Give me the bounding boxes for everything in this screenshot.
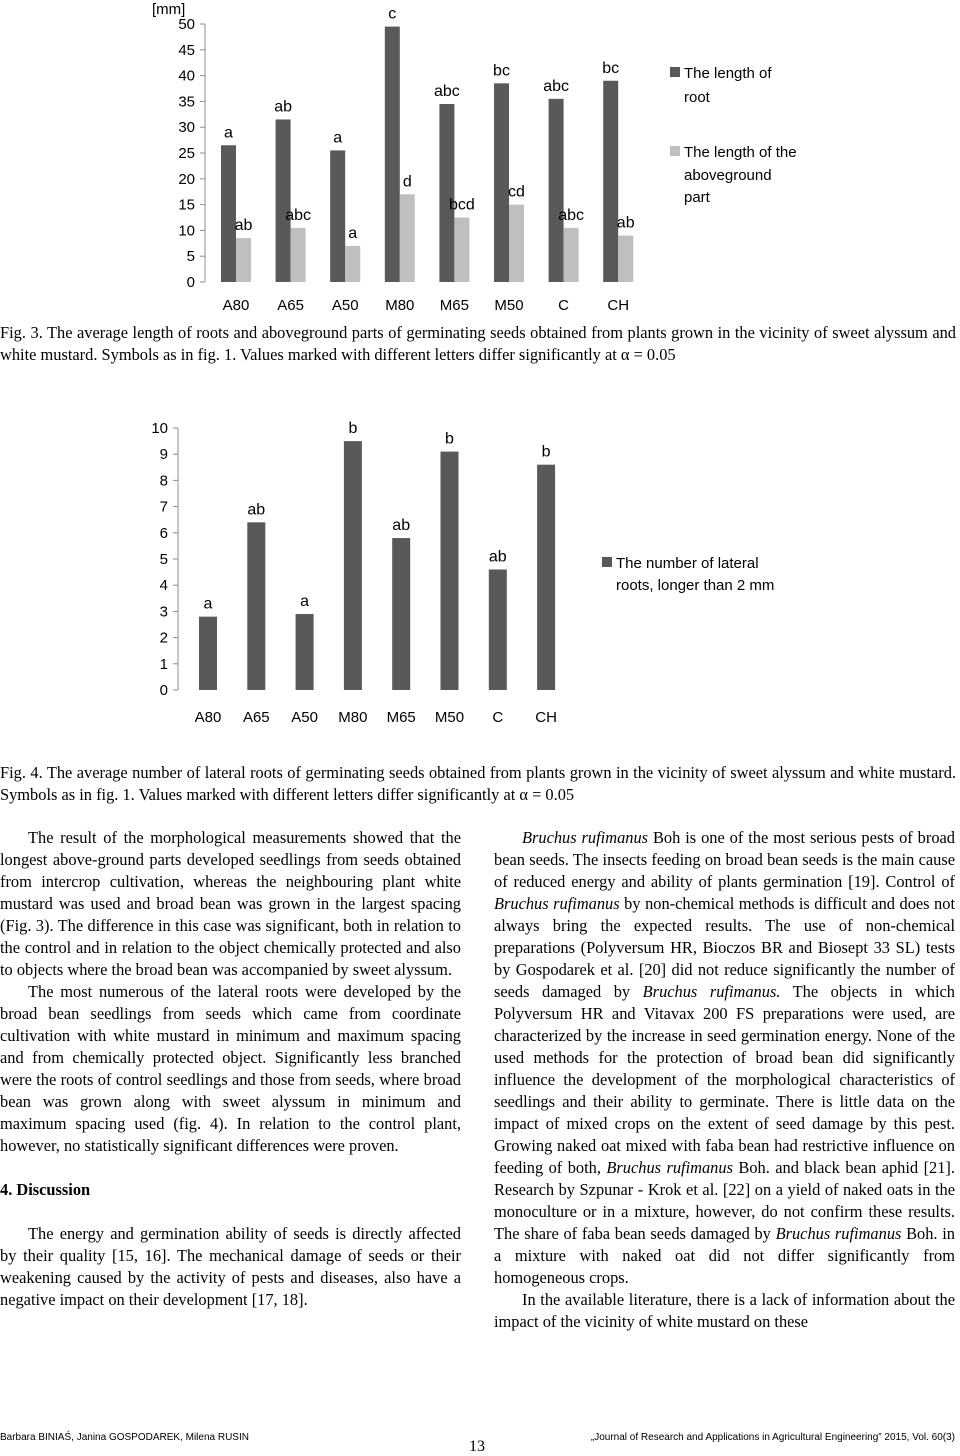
fig3-x-tick-label: C: [558, 297, 570, 314]
fig4-x-tick-label: M80: [338, 709, 368, 726]
fig3-y-tick-label: 30: [178, 119, 195, 137]
right-column: [494, 827, 955, 1333]
fig4-y-tick-label: 10: [151, 420, 168, 437]
fig3-y-tick-label: 10: [178, 222, 195, 240]
left-paragraph-1: The result of the morphological measurements showed that the longest above-ground parts developed seedlings from seeds obtained from intercrop cultivation, whereas the neighbouring plant white mustard was used and broad bean was grown in the largest spacing (Fig. 3). The difference in this case was significant, both in relation to the control and in relation to the object chemically protected and also to objects where the broad bean was accompanied by sweet alyssum.: [0, 828, 461, 979]
fig4-y-tick-label: 0: [159, 682, 168, 699]
fig3-bar: [400, 194, 415, 282]
fig4-x-tick-label: M50: [434, 709, 465, 726]
fig3-bar: [221, 145, 236, 282]
fig3-bar-label: bc: [602, 59, 620, 77]
fig4-x-tick-label: CH: [535, 709, 557, 726]
fig3-bar-label: a: [224, 124, 233, 142]
fig3-y-tick-label: 35: [178, 93, 195, 111]
fig4-x-tick-labels: [195, 709, 557, 726]
fig3-x-tick-label: A50: [331, 297, 359, 314]
fig3-bar-label: ab: [234, 217, 253, 235]
fig3-bar: [509, 205, 524, 282]
fig3-bar-label: c: [388, 5, 397, 23]
left-column: [0, 827, 461, 1311]
fig4-bar-label: ab: [488, 548, 507, 566]
fig4-bar: [392, 538, 410, 690]
right-paragraph-1: Bruchus rufimanus Boh is one of the most serious pests of broad bean seeds. The insects feeding on broad bean seeds is the main cause of reduced energy and ability of plants germination [19]. Control of Bruchus rufimanus by non-chemical methods is difficult and does not always bring the expected results. The use of non-chemical preparations (Polyversum HR, Bioczos BR and Biosept 33 SL) tests by Gospodarek et al. [20] did not reduce significantly the number of seeds damaged by Bruchus rufimanus. The objects in which Polyversum HR and Vitavax 200 FS preparations were used, are characterized by the increase in seed germination energy. None of the used methods for the protection of broad bean did significantly influence the development of the morphological characteristics of seedlings and their ability to germinate. There is little data on the impact of mixed crops on the extent of seed damage by this pest. Growing naked oat mixed with faba bean had restrictive influence on feeding of both, Bruchus rufimanus Boh. and black bean aphid [21]. Research by Szpunar - Krok et al. [22] on a yield of naked oats in the monoculture or in a mixture, however, do not confirm these results. The share of faba bean seeds damaged by Bruchus rufimanus Boh. in a mixture with naked oat did not differ significantly from homogeneous crops.: [494, 828, 955, 1287]
fig4-y-tick-label: 9: [159, 446, 168, 464]
figure-3-chart: [0, 0, 960, 320]
fig4-bars: [199, 441, 555, 690]
fig4-legend-line1: The number of lateral: [616, 555, 759, 572]
page-number: 13: [469, 1438, 485, 1455]
fig4-y-tick-label: 5: [159, 551, 168, 568]
fig4-bar-label: a: [300, 593, 310, 611]
fig3-y-tick-label: 50: [178, 16, 195, 33]
species-name: Bruchus rufimanus: [494, 894, 620, 913]
species-name: Bruchus rufimanus: [775, 1224, 902, 1243]
fig3-y-tick-label: 45: [178, 41, 195, 59]
fig4-bar-label: b: [541, 443, 551, 461]
fig3-bar: [549, 99, 564, 282]
fig4-x-tick-label: M65: [386, 709, 416, 726]
fig4-y-tick-label: 4: [159, 577, 168, 595]
fig3-bar: [564, 228, 579, 282]
left-paragraph-3: The energy and germination ability of seeds is directly affected by their quality [15, 16]. The mechanical damage of seeds or their weakening caused by the activity of pests and diseases, also have a negative impact on their development [17, 18].: [0, 1224, 461, 1309]
fig3-bar: [494, 83, 509, 282]
fig3-x-tick-labels: [223, 297, 629, 314]
fig3-y-tick-label: 5: [186, 248, 195, 266]
fig3-legend-aboveground-line1: The length of the: [684, 144, 797, 161]
fig3-legend-aboveground-line2: aboveground: [684, 167, 772, 184]
fig4-bar: [296, 614, 314, 690]
fig4-bar: [247, 522, 265, 690]
fig4-y-tick-label: 1: [159, 655, 168, 673]
fig4-caption: Fig. 4. The average number of lateral roots of germinating seeds obtained from plants grown in the vicinity of sweet alyssum and white mustard. Symbols as in fig. 1. Values marked with different letters differ significantly at α = 0.05: [0, 763, 956, 804]
fig3-x-tick-label: M80: [385, 297, 415, 314]
fig3-x-tick-label: M65: [439, 297, 469, 314]
fig4-bar-label: ab: [247, 501, 266, 519]
fig3-bar-label: cd: [508, 183, 525, 201]
fig3-y-axis: [178, 16, 205, 291]
fig3-x-tick-label: M50: [494, 297, 524, 314]
fig3-bar-label: a: [348, 224, 358, 242]
figure-4-chart: [0, 412, 960, 732]
fig4-bar: [489, 569, 507, 690]
species-name: Bruchus rufimanus: [606, 1158, 733, 1177]
fig3-bar-label: a: [333, 129, 343, 147]
fig3-y-tick-label: 15: [178, 196, 195, 214]
species-name: Bruchus rufimanus.: [642, 982, 781, 1001]
fig3-x-tick-label: A65: [277, 297, 304, 314]
fig3-bar-label: abc: [434, 82, 460, 100]
fig3-y-tick-label: 25: [178, 145, 195, 162]
fig3-y-tick-label: 0: [186, 274, 195, 291]
fig3-bar: [330, 150, 345, 282]
fig4-legend: [602, 555, 774, 594]
fig4-bar-label: ab: [392, 517, 411, 535]
fig4-y-tick-label: 7: [159, 498, 168, 516]
fig3-bar-label: ab: [274, 98, 292, 116]
fig4-x-tick-label: A80: [194, 709, 222, 726]
fig3-y-tick-label: 40: [178, 67, 195, 85]
fig3-bar: [236, 238, 251, 282]
fig3-bar-label: abc: [543, 77, 569, 95]
fig3-bar-label: abc: [285, 206, 311, 224]
fig4-bar-label: b: [445, 430, 454, 448]
species-name: Bruchus rufimanus: [522, 828, 649, 847]
fig4-bar-label: a: [203, 595, 213, 613]
right-paragraph-2: In the available literature, there is a lack of information about the impact of the vicinity of white mustard on these: [494, 1290, 955, 1331]
fig3-bar-label: bcd: [449, 196, 475, 214]
fig3-bar: [439, 104, 454, 282]
fig4-y-tick-label: 6: [159, 524, 168, 542]
fig3-legend: [670, 65, 797, 206]
section-heading-discussion: 4. Discussion: [0, 1180, 91, 1199]
fig3-legend-swatch-aboveground: [670, 146, 680, 156]
fig3-legend-root-line1: The length of: [684, 65, 772, 82]
fig4-x-tick-label: A65: [242, 709, 270, 726]
fig3-bar-label: abc: [558, 206, 584, 224]
fig4-legend-line2: roots, longer than 2 mm: [616, 577, 775, 594]
fig4-y-tick-label: 8: [159, 472, 168, 490]
fig3-caption: Fig. 3. The average length of roots and aboveground parts of germinating seeds obtained from plants grown in the vicinity of sweet alyssum and white mustard. Symbols as in fig. 1. Values marked with different letters differ significantly at α = 0.05: [0, 323, 956, 364]
footer-journal: „Journal of Research and Applications in Agricultural Engineering” 2015, Vol. 60(3): [590, 1432, 955, 1443]
fig3-x-tick-label: A80: [222, 297, 250, 314]
fig3-legend-aboveground-line3: part: [684, 189, 710, 206]
left-paragraph-2: The most numerous of the lateral roots were developed by the broad bean seedlings from seeds which came from coordinate cultivation with white mustard in minimum and maximum spacing and from chemically protected object. Significantly less branched were the roots of control seedlings and those from seeds, where broad bean was grown along with sweet alyssum in minimum and maximum spacing used (fig. 4). In relation to the control plant, however, no statistically significant differences were proven.: [0, 982, 461, 1155]
fig4-bar: [199, 617, 217, 690]
fig3-bar-label: ab: [616, 214, 635, 232]
fig3-bar: [454, 218, 469, 283]
fig3-bar: [276, 119, 291, 282]
fig4-bar: [537, 465, 555, 690]
fig4-x-tick-label: C: [492, 709, 504, 726]
fig4-bar-label: b: [348, 420, 358, 438]
fig3-bars: [221, 27, 633, 282]
fig3-bar: [385, 27, 400, 282]
fig4-legend-swatch: [602, 557, 612, 567]
fig4-y-tick-label: 3: [159, 603, 168, 621]
fig3-bar: [291, 228, 306, 282]
fig4-bar: [344, 441, 362, 690]
fig3-y-unit: [mm]: [152, 1, 186, 18]
fig3-legend-swatch-root: [670, 67, 680, 77]
fig4-bar: [441, 452, 459, 690]
fig3-x-tick-label: CH: [607, 297, 630, 314]
fig3-bar-label: bc: [493, 62, 510, 80]
fig3-bar: [603, 81, 618, 282]
fig3-legend-root-line2: root: [684, 89, 710, 106]
fig3-y-tick-label: 20: [178, 170, 195, 188]
fig4-y-tick-label: 2: [159, 629, 168, 647]
fig3-bar: [618, 236, 633, 282]
footer-authors: Barbara BINIAŚ, Janina GOSPODAREK, Milena RUSIN: [0, 1432, 249, 1443]
fig3-bar-label: d: [402, 173, 412, 191]
fig4-y-axis: [151, 420, 178, 699]
fig3-bar: [345, 246, 360, 282]
fig4-x-tick-label: A50: [291, 709, 318, 726]
